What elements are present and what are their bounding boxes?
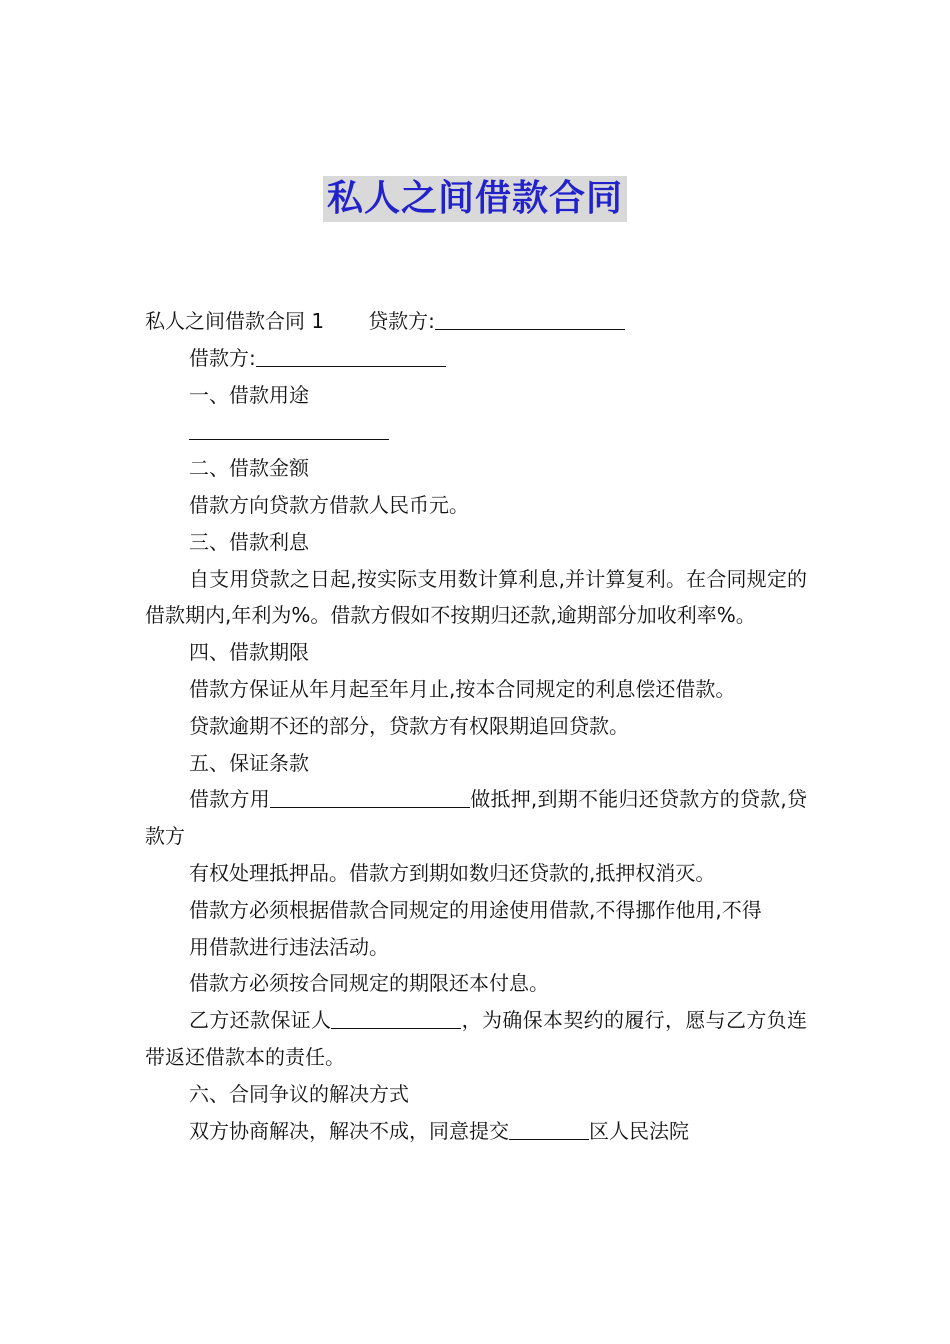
lender-line	[145, 303, 807, 340]
contract-number-label: 私人之间借款合同 1	[145, 309, 325, 333]
paragraph: 借款方向贷款方借款人民币元。	[189, 492, 469, 517]
guarantor-blank	[331, 1008, 461, 1029]
section-heading: 二、借款金额	[189, 456, 309, 481]
paragraph: 自支用贷款之日起,按实际支用数计算利息,并计算复利。在合同规定的借款期内,年利为%。借款方假如不按期归还款,逾期部分加收利率%。	[145, 566, 807, 628]
section-heading: 三、借款利息	[189, 529, 309, 554]
paragraph	[145, 1002, 807, 1076]
lender-blank	[435, 309, 625, 330]
section-heading: 一、借款用途	[189, 382, 309, 407]
paragraph: 贷款逾期不还的部分，贷款方有权限期追回贷款。	[189, 713, 629, 738]
purpose-blank	[189, 419, 389, 440]
title-block	[0, 176, 950, 222]
text-run: 双方协商解决，解决不成，同意提交	[189, 1118, 509, 1143]
text-run: 做抵押,到期不能归还贷款方的贷款,贷款方	[145, 787, 808, 849]
paragraph: 借款方保证从年月起至年月止,按本合同规定的利息偿还借款。	[189, 676, 736, 701]
paragraph	[145, 781, 807, 855]
text-run: ，为确保本契约的履行，愿与乙方负连带返还借款本的责任。	[145, 1008, 808, 1069]
borrower-label: 借款方:	[189, 345, 256, 370]
purpose-line	[145, 413, 807, 450]
document-body	[145, 303, 807, 1149]
borrower-blank	[256, 346, 446, 367]
section-heading: 五、保证条款	[189, 750, 309, 775]
paragraph	[145, 1113, 807, 1150]
court-blank	[509, 1119, 589, 1140]
collateral-blank	[270, 787, 470, 808]
paragraph: 借款方必须根据借款合同规定的用途使用借款,不得挪作他用,不得	[189, 897, 762, 922]
text-run: 区人民法院	[589, 1118, 689, 1143]
borrower-line	[145, 340, 807, 377]
paragraph: 用借款进行违法活动。	[189, 934, 389, 959]
section-heading: 六、合同争议的解决方式	[189, 1081, 409, 1106]
paragraph: 有权处理抵押品。借款方到期如数归还贷款的,抵押权消灭。	[189, 860, 716, 885]
text-run: 乙方还款保证人	[189, 1008, 332, 1033]
section-heading: 四、借款期限	[189, 640, 309, 665]
document-title: 私人之间借款合同	[323, 176, 627, 222]
lender-label: 贷款方:	[368, 309, 435, 333]
paragraph: 借款方必须按合同规定的期限还本付息。	[189, 971, 549, 996]
text-run: 借款方用	[189, 787, 270, 812]
